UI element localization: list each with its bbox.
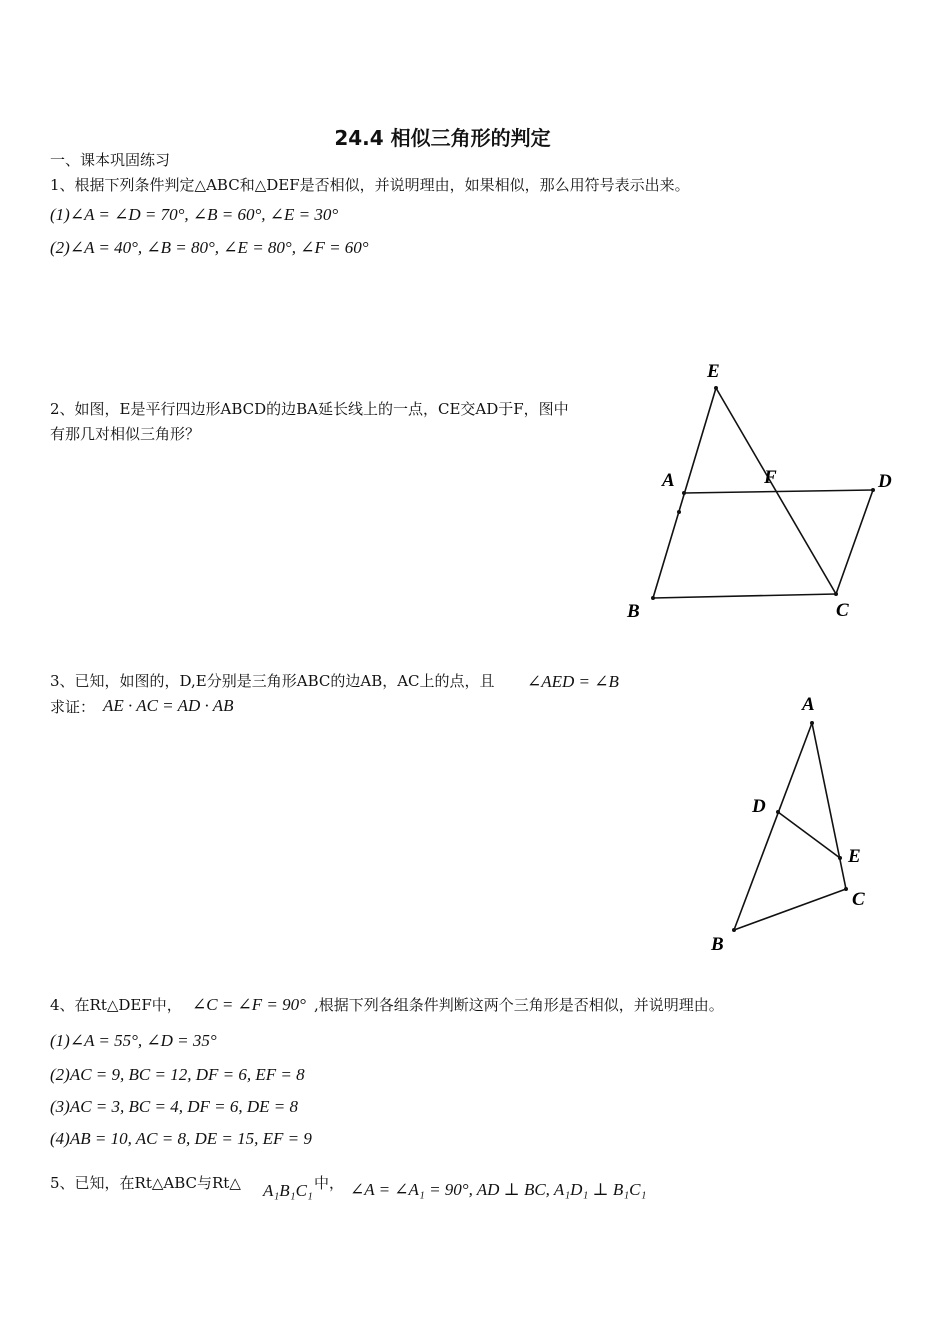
label-B: B — [627, 601, 640, 622]
q3-label-A: A — [802, 694, 815, 715]
q2-text-line2: 有那几对相似三角形？ — [50, 425, 201, 443]
q5-triangle: A₁B₁C₁ — [263, 1181, 313, 1200]
q3-label-B: B — [711, 934, 724, 955]
q3-condition: ∠AED = ∠B — [527, 672, 619, 691]
q1-text: 1、根据下列条件判定△ABC和△DEF是否相似，并说明理由，如果相似，那么用符号表示出来。 — [50, 176, 690, 194]
q4-condition: ∠C = ∠F = 90° — [192, 995, 306, 1014]
label-A: A — [662, 470, 675, 491]
q1-item-2: (2)∠A = 40°, ∠B = 80°, ∠E = 80°, ∠F = 60° — [50, 238, 369, 257]
section-heading: 一、课本巩固练习 — [50, 151, 171, 169]
q3-label-D: D — [752, 796, 766, 817]
segment-AB — [734, 723, 812, 930]
q3-prove-statement: AE · AC = AD · AB — [103, 696, 234, 715]
q3-prove-label: 求证： — [50, 698, 96, 716]
q4-item-4: (4)AB = 10, AC = 8, DE = 15, EF = 9 — [50, 1129, 312, 1148]
q3-label-C: C — [852, 889, 865, 910]
segment-AC — [812, 723, 846, 889]
q3-label-E: E — [848, 846, 861, 867]
q3-text: 3、已知，如图的，D,E分别是三角形ABC的边AB，AC上的点，且 — [50, 672, 495, 690]
q5-condition: ∠A = ∠A₁ = 90°, AD ⊥ BC, A₁D₁ ⊥ B₁C₁ — [350, 1180, 647, 1199]
segment-AD — [684, 490, 873, 493]
q4-item-1: (1)∠A = 55°, ∠D = 35° — [50, 1031, 217, 1050]
q1-item-1: (1)∠A = ∠D = 70°, ∠B = 60°, ∠E = 30° — [50, 205, 339, 224]
q5-text-b: 中， — [314, 1174, 345, 1192]
label-C: C — [836, 600, 849, 621]
segment-BC2 — [734, 889, 846, 930]
q2-text-line1: 2、如图，E是平行四边形ABCD的边BA延长线上的一点，CE交AD于F，图中 — [50, 400, 569, 418]
q4-text-a: 4、在Rt△DEF中， — [50, 996, 182, 1014]
q4-item-3: (3)AC = 3, BC = 4, DF = 6, DE = 8 — [50, 1097, 298, 1116]
label-D: D — [878, 471, 892, 492]
label-E: E — [707, 361, 720, 382]
page-title: 24.4 相似三角形的判定 — [334, 126, 551, 150]
q5-text-a: 5、已知，在Rt△ABC与Rt△ — [50, 1174, 241, 1192]
segment-BC — [653, 594, 836, 598]
segment-DC — [836, 490, 873, 594]
q4-text-b: ,根据下列各组条件判断这两个三角形是否相似，并说明理由。 — [314, 996, 724, 1014]
segment-DE — [778, 812, 840, 858]
label-F: F — [764, 467, 777, 488]
q4-item-2: (2)AC = 9, BC = 12, DF = 6, EF = 8 — [50, 1065, 305, 1084]
